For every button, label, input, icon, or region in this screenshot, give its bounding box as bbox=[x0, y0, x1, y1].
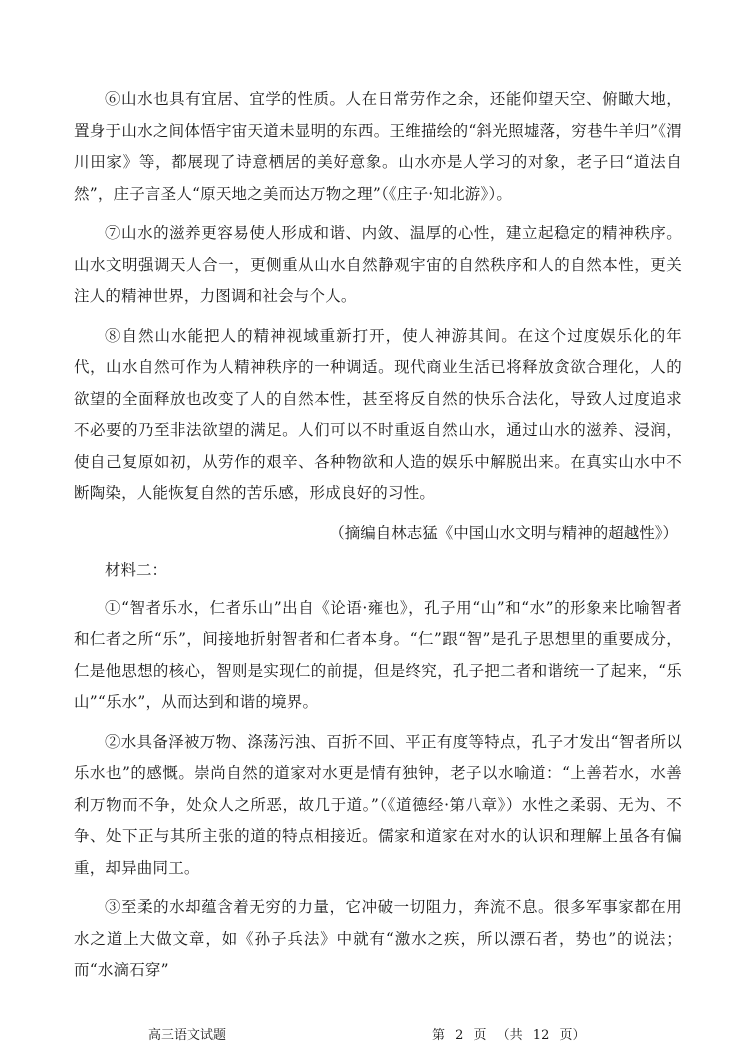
document-body bbox=[74, 84, 682, 995]
source-citation: （摘编自林志猛《中国山水文明与精神的超越性》） bbox=[329, 523, 678, 542]
paragraph-7: ⑦山水的滋养更容易使人形成和谐、内敛、温厚的心性，建立起稳定的精神秩序。山水文明强调天人合一，更侧重从山水自然静观宇宙的自然秩序和人的自然本性，更关注人的精神世界，力图调和社会与个人。 bbox=[74, 224, 682, 305]
paragraph-m2-3: ③至柔的水却蕴含着无穷的力量，它冲破一切阻力，奔流不息。很多军事家都在用水之道上大做文章，如《孙子兵法》中就有“激水之疾，所以漂石者，势也”的说法；而“水滴石穿” bbox=[74, 898, 682, 979]
paragraph-6: ⑥山水也具有宜居、宜学的性质。人在日常劳作之余，还能仰望天空、俯瞰大地，置身于山水之间体悟宇宙天道未显明的东西。王维描绘的“斜光照墟落，穷巷牛羊归”《渭川田家》等，都展现了诗意栖居的美好意象。山水亦是人学习的对象，老子曰“道法自然”，庄子言圣人“原天地之美而达万物之理”（《庄子·知北游》）。 bbox=[74, 90, 682, 203]
page-number: 第 2 页 （共 12 页） bbox=[432, 1028, 586, 1043]
exam-title: 高三语文试题 bbox=[148, 1028, 227, 1043]
page-footer bbox=[0, 1024, 752, 1048]
paragraph-m2-1: ①“智者乐水，仁者乐山”出自《论语·雍也》，孔子用“山”和“水”的形象来比喻智者和仁者之所“乐”，间接地折射智者和仁者本身。“仁”跟“智”是孔子思想里的重要成分，仁是他思想的核心，智则是实现仁的前提，但是终究，孔子把二者和谐统一了起来，“乐山”“乐水”，从而达到和谐的境界。 bbox=[74, 598, 682, 711]
material-two-label: 材料二： bbox=[105, 561, 168, 579]
paragraph-m2-2: ②水具备泽被万物、涤荡污浊、百折不回、平正有度等特点，孔子才发出“智者所以乐水也”的感慨。崇尚自然的道家对水更是情有独钟，老子以水喻道：“上善若水，水善利万物而不争，处众人之所恶，故几于道。”（《道德经·第八章》）水性之柔弱、无为、不争、处下正与其所主张的道的特点相接近。儒家和道家在对水的认识和理解上虽各有偏重，却异曲同工。 bbox=[74, 732, 682, 877]
paragraph-8: ⑧自然山水能把人的精神视域重新打开，使人神游其间。在这个过度娱乐化的年代，山水自然可作为人精神秩序的一种调适。现代商业生活已将释放贪欲合理化，人的欲望的全面释放也改变了人的自然本性，甚至将反自然的快乐合法化，导致人过度追求不必要的乃至非法欲望的满足。人们可以不时重返自然山水，通过山水的滋养、浸润，使自己复原如初，从劳作的艰辛、各种物欲和人造的娱乐中解脱出来。在真实山水中不断陶染，人能恢复自然的苦乐感，形成良好的习性。 bbox=[74, 326, 682, 502]
